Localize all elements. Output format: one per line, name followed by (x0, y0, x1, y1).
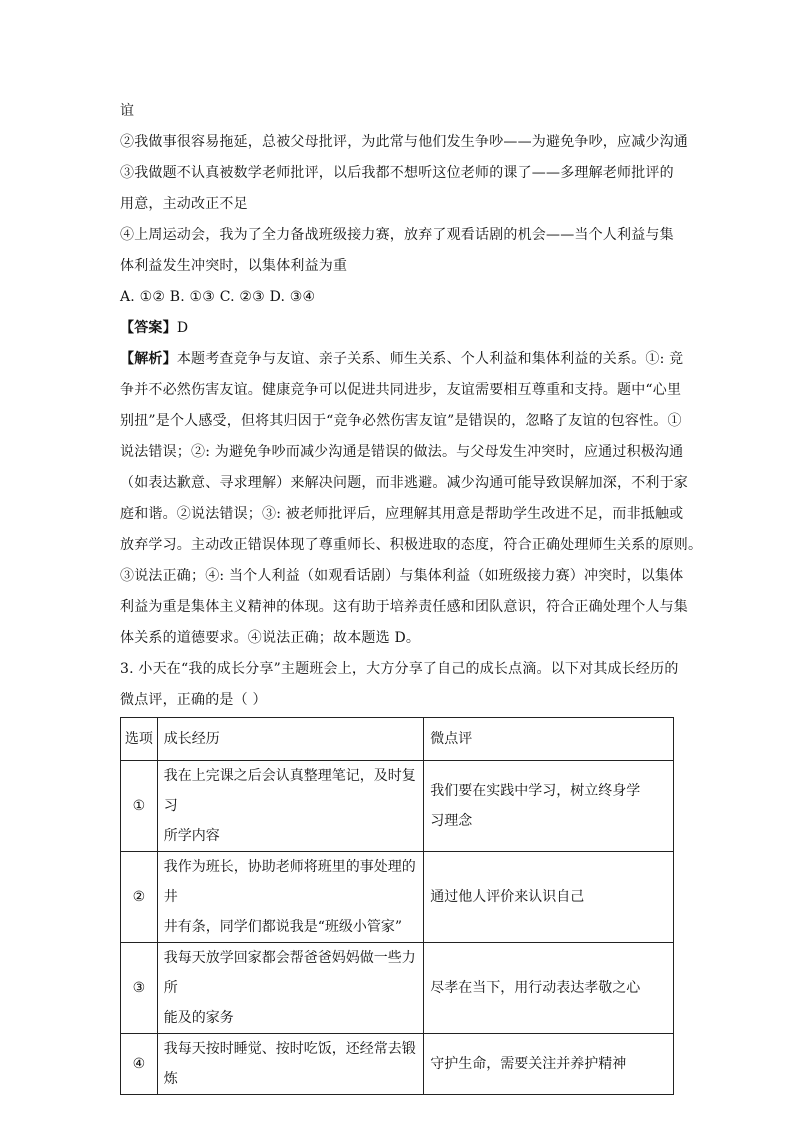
options-table (120, 717, 674, 1095)
comment-cell (424, 852, 674, 943)
cell-line: 我每天放学回家都会帮爸爸妈妈做一些力所 (163, 950, 416, 996)
experience-cell (157, 852, 424, 943)
experience-cell (157, 1034, 424, 1095)
question-2-continued (120, 96, 703, 654)
question-line: ②我做事很容易拖延，总被父母批评，为此常与他们发生争吵——为避免争吵，应减少沟通 (120, 134, 688, 150)
answer-tag: 【答案】 (120, 320, 177, 336)
analysis-line: 争并不必然伤害友谊。健康竞争可以促进共同进步，友谊需要相互尊重和支持。题中“心里 (120, 382, 682, 398)
option-cell: ① (121, 761, 158, 852)
cell-line: 所学内容 (163, 828, 220, 844)
analysis-line: 别扭”是个人感受，但将其归因于“竞争必然伤害友谊”是错误的，忽略了友谊的包容性。① (120, 413, 682, 429)
cell-line: 守护生命，需要关注并养护精神 (430, 1056, 627, 1072)
table-row (121, 852, 674, 943)
question-line: 用意，主动改正不足 (120, 196, 248, 212)
cell-line: 尽孝在当下，用行动表达孝敬之心 (430, 980, 641, 996)
comment-cell (424, 761, 674, 852)
option-cell: ④ (121, 1034, 158, 1095)
analysis-text: 本题考查竞争与友谊、亲子关系、师生关系、个人利益和集体利益的关系。①: 竞 (176, 351, 684, 367)
analysis-line (120, 344, 684, 375)
cell-line: 通过他人评价来认识自己 (430, 889, 585, 905)
cell-line: 我在上完课之后会认真整理笔记，及时复习 (163, 768, 416, 814)
question-line: 体利益发生冲突时，以集体利益为重 (120, 258, 348, 274)
answer-line (120, 313, 676, 344)
analysis-tag: 【解析】 (120, 351, 177, 367)
table-row (121, 1034, 674, 1095)
option-cell: ② (121, 852, 158, 943)
analysis-line: 体关系的道德要求。④说法正确；故本题选 D。 (120, 630, 421, 646)
cell-line: 井有条，同学们都说我是“班级小管家” (163, 919, 403, 935)
question-line: ④上周运动会，我为了全力备战班级接力赛，放弃了观看话剧的机会——当个人利益与集 (120, 227, 674, 243)
analysis-line: 庭和谐。②说法错误；③: 被老师批评后，应理解其用意是帮助学生改进不足，而非抵触或 (120, 506, 684, 522)
answer-choices: A. ①② B. ①③ C. ②③ D. ③④ (120, 289, 316, 305)
table-row (121, 943, 674, 1034)
option-cell: ③ (121, 943, 158, 1034)
cell-line: 我作为班长，协助老师将班里的事处理的井 (163, 859, 416, 905)
question-line: 谊 (120, 103, 135, 119)
answer-value: D (176, 320, 189, 336)
question-3 (120, 654, 679, 1095)
header-option: 选项 (121, 718, 158, 761)
analysis-line: 利益为重是集体主义精神的体现。这有助于培养责任感和团队意识，符合正确处理个人与集 (120, 599, 688, 615)
table-row (121, 761, 674, 852)
question-stem: 微点评，正确的是（ ） (120, 692, 267, 708)
header-experience: 成长经历 (157, 718, 424, 761)
cell-line: 能及的家务 (163, 1010, 234, 1026)
header-comment: 微点评 (424, 718, 674, 761)
document-page (120, 96, 703, 1095)
cell-line: 习理念 (430, 813, 473, 829)
analysis-line: 放弃学习。主动改正错误体现了尊重师长、积极进取的态度，符合正确处理师生关系的原则。 (120, 537, 703, 553)
analysis-line: ③说法正确；④: 当个人利益（如观看话剧）与集体利益（如班级接力赛）冲突时，以集体 (120, 568, 684, 584)
question-line: ③我做题不认真被数学老师批评，以后我都不想听这位老师的课了——多理解老师批评的 (120, 165, 674, 181)
comment-cell (424, 1034, 674, 1095)
experience-cell (157, 761, 424, 852)
table-header-row (121, 718, 674, 761)
experience-cell (157, 943, 424, 1034)
cell-line: 我每天按时睡觉、按时吃饭，还经常去锻炼 (163, 1041, 416, 1087)
analysis-line: 说法错误；②: 为避免争吵而减少沟通是错误的做法。与父母发生冲突时，应通过积极沟通 (120, 444, 684, 460)
analysis-line: （如表达歉意、寻求理解）来解决问题，而非逃避。减少沟通可能导致误解加深，不利于家 (120, 475, 688, 491)
question-stem: 3. 小天在“我的成长分享”主题班会上，大方分享了自己的成长点滴。以下对其成长经历的 (120, 661, 679, 677)
cell-line: 我们要在实践中学习，树立终身学 (430, 783, 641, 799)
comment-cell (424, 943, 674, 1034)
